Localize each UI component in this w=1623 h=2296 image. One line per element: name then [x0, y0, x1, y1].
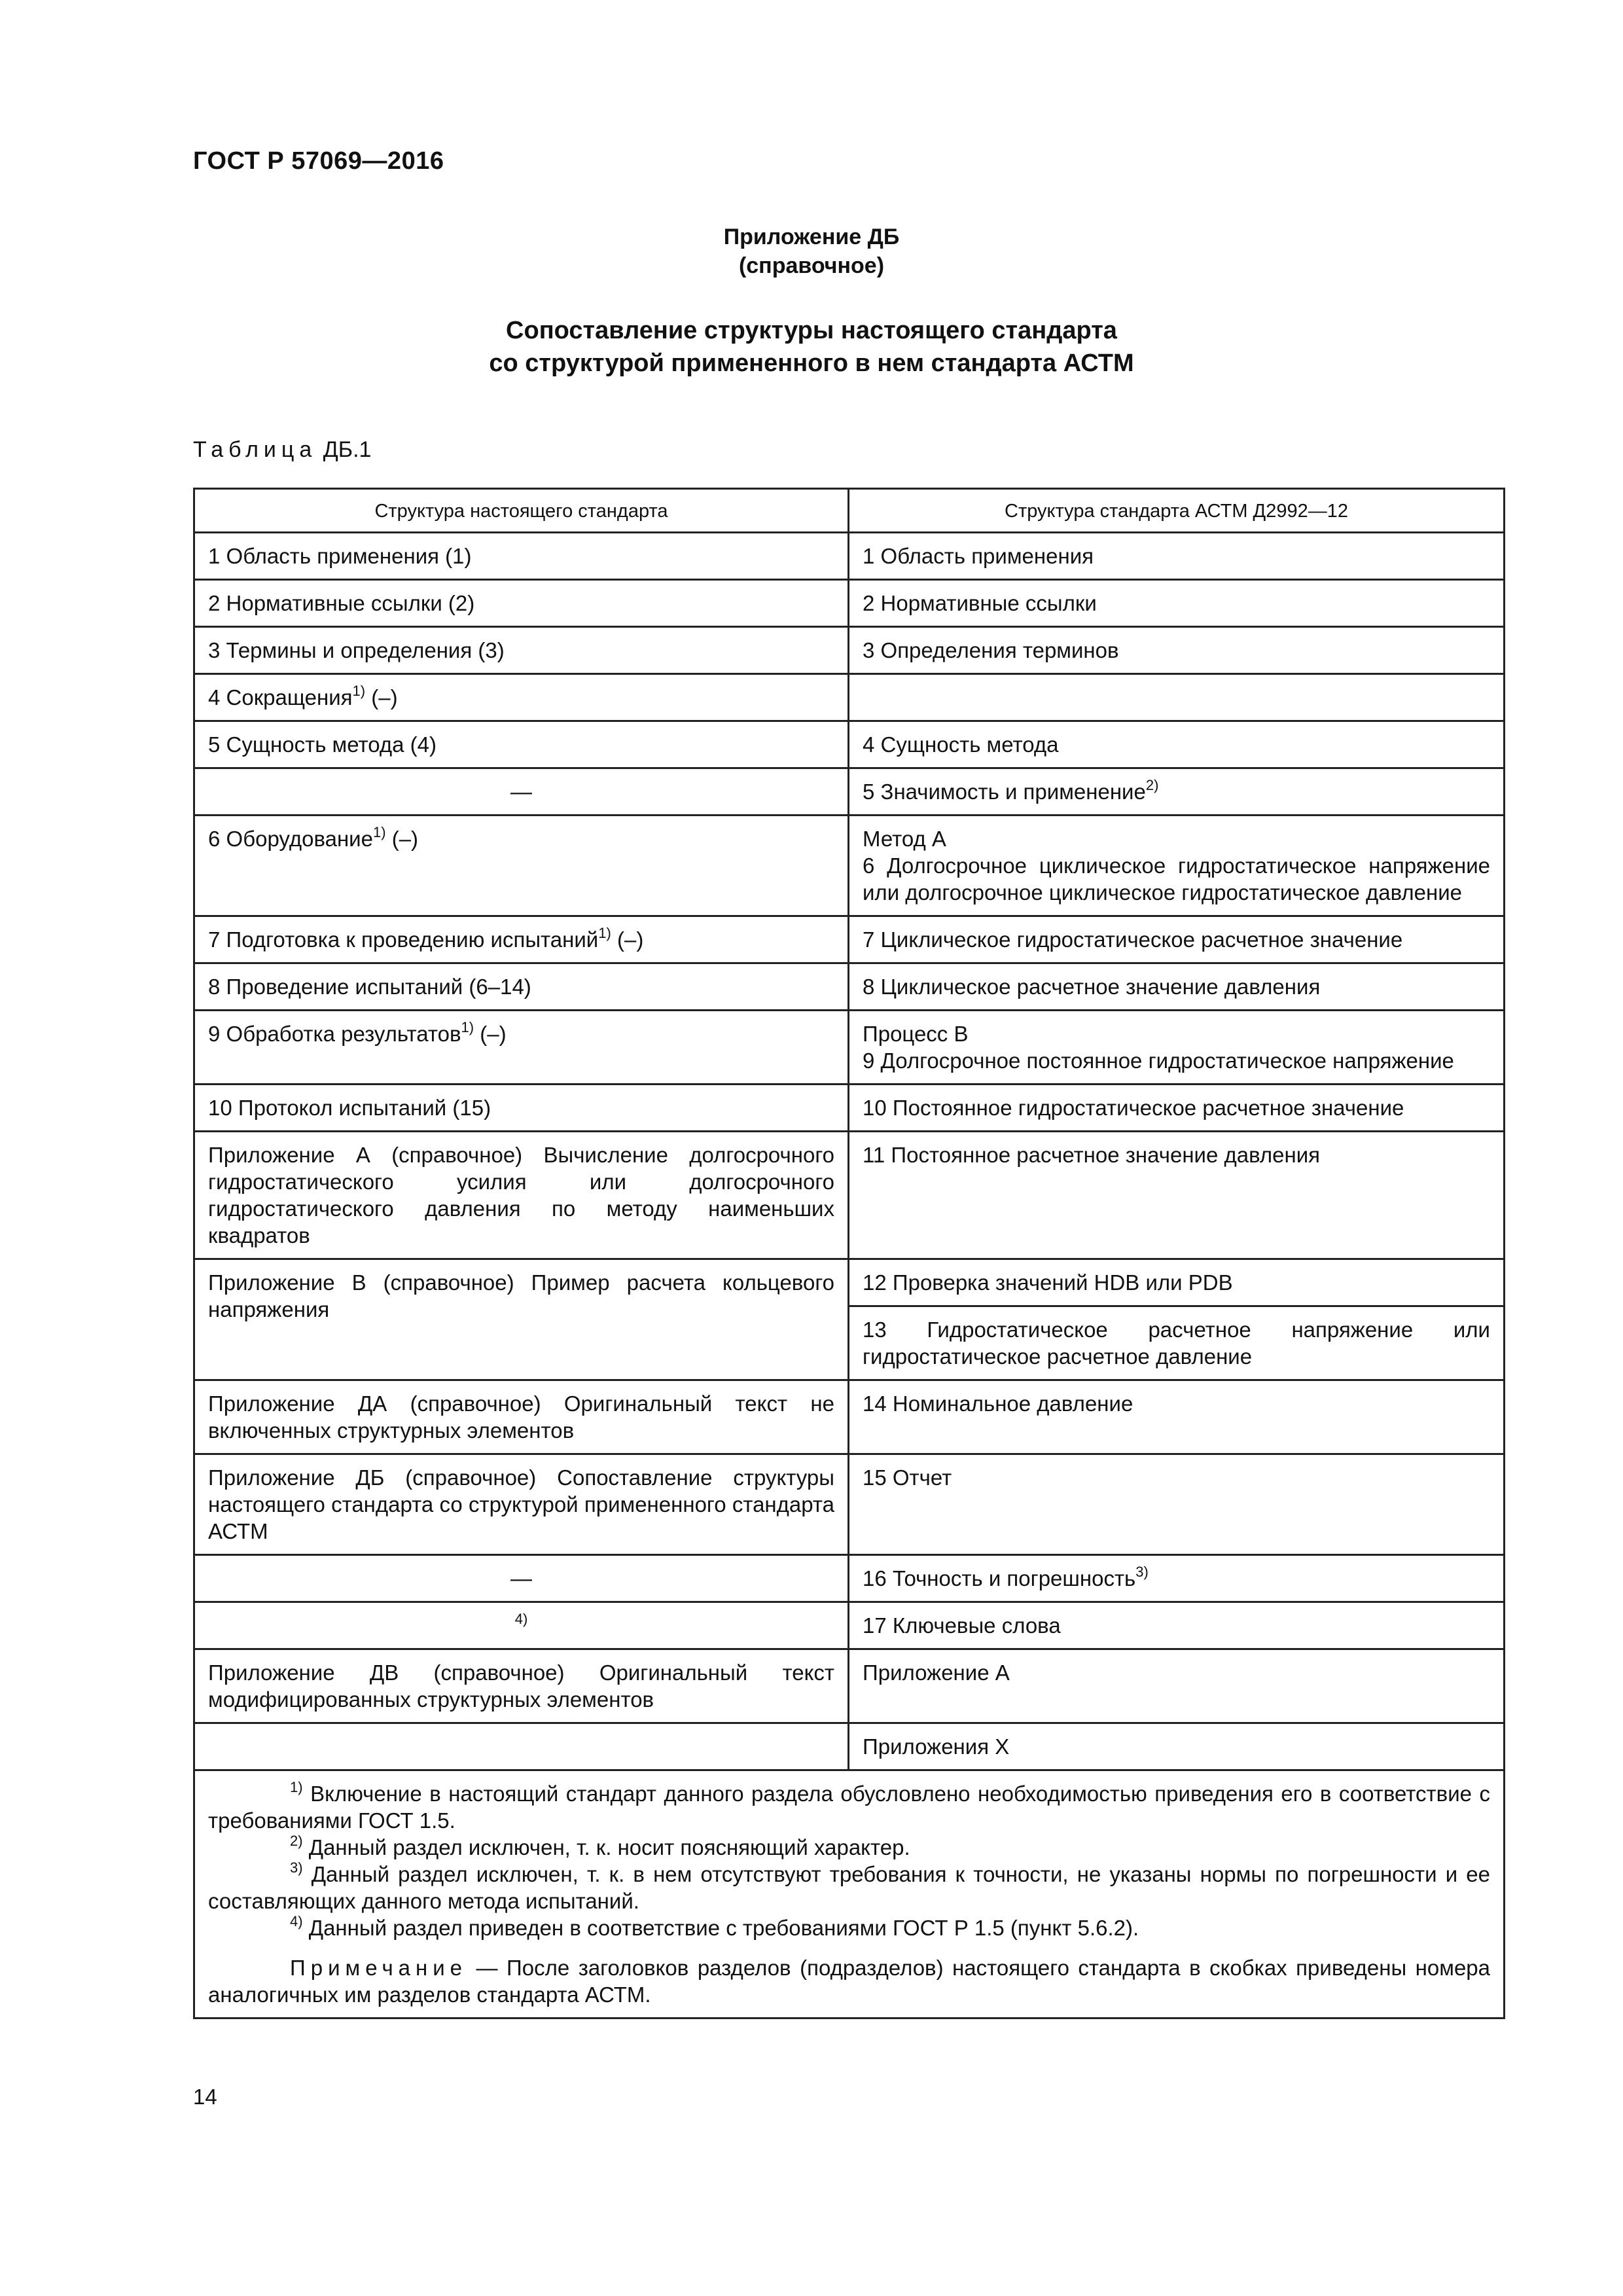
row-cell-left — [194, 674, 849, 721]
row-cell-text: 4 Сокращения — [208, 685, 353, 709]
row-cell-text: 7 Подготовка к проведению испытаний — [208, 927, 599, 952]
table-row — [194, 1555, 1505, 1602]
row-cell-right: 17 Ключевые слова — [849, 1602, 1505, 1649]
annex-title: Приложение ДБ — [723, 224, 900, 249]
row-cell-left — [194, 1011, 849, 1085]
row-cell-right — [849, 674, 1505, 721]
process-label: Процесс В — [863, 1022, 969, 1046]
note-label: Примечание — [290, 1956, 468, 1980]
footnote-mark: 1) — [290, 1779, 303, 1795]
table-header-row — [194, 489, 1505, 533]
row-cell-text: 9 Обработка результатов — [208, 1022, 461, 1046]
row-cell-right: Приложение А — [849, 1649, 1505, 1723]
table-row — [194, 1649, 1505, 1723]
row-cell-right: 14 Номинальное давление — [849, 1380, 1505, 1454]
row-cell-left-dash: — — [194, 1555, 849, 1602]
footnote-text: Включение в настоящий стандарт данного раздела обусловлено необходимостью приведения его в соответствие с требованиями ГОСТ 1.5. — [208, 1782, 1490, 1833]
table-row — [194, 1132, 1505, 1259]
row-cell-right: 1 Область применения — [849, 533, 1505, 580]
footnote-mark: 2) — [290, 1833, 303, 1849]
header-current-standard: Структура настоящего стандарта — [194, 489, 849, 533]
footnote-ref: 1) — [461, 1019, 474, 1035]
table-row — [194, 1602, 1505, 1649]
row-cell-right — [849, 1555, 1505, 1602]
row-cell-left — [194, 916, 849, 963]
table-caption-label: Таблица — [193, 437, 317, 462]
table-caption-number: ДБ.1 — [323, 437, 372, 462]
row-cell-tail: (–) — [611, 927, 644, 952]
row-cell-tail: (–) — [474, 1022, 507, 1046]
document-title-line-1: Сопоставление структуры настоящего стандарта — [506, 317, 1117, 344]
footnote — [208, 1861, 1490, 1914]
standard-code-header: ГОСТ Р 57069—2016 — [193, 147, 444, 175]
row-cell-right: 2 Нормативные ссылки — [849, 580, 1505, 627]
row-cell-right — [849, 816, 1505, 916]
footnote-text: Данный раздел исключен, т. к. в нем отсутствуют требования к точности, не указаны нормы по погрешности и ее составляющих данного метода испытаний. — [208, 1862, 1490, 1913]
row-cell-left: Приложение ДВ (справочное) Оригинальный текст модифицированных структурных элементов — [194, 1649, 849, 1723]
footnote-text: Данный раздел исключен, т. к. носит поясняющий характер. — [302, 1835, 910, 1859]
footnote-ref: 1) — [352, 683, 366, 699]
row-cell-right: 7 Циклическое гидростатическое расчетное значение — [849, 916, 1505, 963]
row-cell-right — [849, 1011, 1505, 1085]
row-cell-left: 1 Область применения (1) — [194, 533, 849, 580]
row-cell-tail: (–) — [365, 685, 398, 709]
footnote — [208, 1780, 1490, 1834]
footnotes-row — [194, 1770, 1505, 2018]
table-row — [194, 721, 1505, 768]
annex-status: (справочное) — [738, 253, 885, 278]
table-row — [194, 816, 1505, 916]
row-cell-left-dash: — — [194, 768, 849, 816]
row-cell-text: 16 Точность и погрешность — [863, 1566, 1136, 1590]
row-cell-text: 5 Значимость и применение — [863, 780, 1146, 804]
row-cell-right: Приложения Х — [849, 1723, 1505, 1770]
row-cell-right: 11 Постоянное расчетное значение давления — [849, 1132, 1505, 1259]
note-text: — После заголовков разделов (подразделов) настоящего стандарта в скобках приведены номера аналогичных им разделов стандарта АСТМ. — [208, 1956, 1490, 2007]
row-cell-left: Приложение А (справочное) Вычисление долгосрочного гидростатического усилия или долгосрочного гидростатического давления по методу наименьших квадратов — [194, 1132, 849, 1259]
row-cell-left: 3 Термины и определения (3) — [194, 627, 849, 674]
row-cell-right: 10 Постоянное гидростатическое расчетное значение — [849, 1085, 1505, 1132]
table-row — [194, 1723, 1505, 1770]
row-cell-right: 12 Проверка значений HDB или PDB — [849, 1259, 1505, 1306]
structure-comparison-table — [193, 488, 1505, 2019]
row-cell-left: 5 Сущность метода (4) — [194, 721, 849, 768]
table-row — [194, 1011, 1505, 1085]
row-cell-left: 8 Проведение испытаний (6–14) — [194, 963, 849, 1011]
table-row — [194, 674, 1505, 721]
table-row — [194, 916, 1505, 963]
page-number: 14 — [193, 2085, 217, 2109]
row-cell-left — [194, 1602, 849, 1649]
row-cell-right: 13 Гидростатическое расчетное напряжение или гидростатическое расчетное давление — [849, 1306, 1505, 1380]
table-caption — [193, 437, 371, 463]
method-label: Метод А — [863, 827, 946, 851]
annex-heading — [0, 223, 1623, 280]
table-row — [194, 1259, 1505, 1306]
row-cell-text: 6 Оборудование — [208, 827, 373, 851]
row-cell-right: 4 Сущность метода — [849, 721, 1505, 768]
footnote-ref: 1) — [372, 824, 386, 840]
footnote — [208, 1914, 1490, 1941]
footnote-mark: 3) — [290, 1859, 303, 1876]
footnote-ref: 3) — [1135, 1564, 1149, 1580]
table-row — [194, 963, 1505, 1011]
table-row — [194, 768, 1505, 816]
row-cell-right: 3 Определения терминов — [849, 627, 1505, 674]
footnote-mark: 4) — [290, 1913, 303, 1929]
row-cell-right — [849, 768, 1505, 816]
table-row — [194, 1085, 1505, 1132]
table-note — [208, 1954, 1490, 2008]
table-row — [194, 627, 1505, 674]
document-title — [0, 314, 1623, 380]
row-cell-left: 2 Нормативные ссылки (2) — [194, 580, 849, 627]
table-row — [194, 1380, 1505, 1454]
footnote — [208, 1834, 1490, 1861]
row-cell-left — [194, 1723, 849, 1770]
row-cell-right: 8 Циклическое расчетное значение давления — [849, 963, 1505, 1011]
row-cell-left: Приложение ДА (справочное) Оригинальный текст не включенных структурных элементов — [194, 1380, 849, 1454]
row-cell-left: 10 Протокол испытаний (15) — [194, 1085, 849, 1132]
table-row — [194, 580, 1505, 627]
table-row — [194, 533, 1505, 580]
header-astm-standard: Структура стандарта АСТМ Д2992—12 — [849, 489, 1505, 533]
row-cell-left: Приложение В (справочное) Пример расчета кольцевого напряжения — [194, 1259, 849, 1380]
row-cell-left: Приложение ДБ (справочное) Сопоставление структуры настоящего стандарта со структурой примененного стандарта АСТМ — [194, 1454, 849, 1555]
row-cell-left — [194, 816, 849, 916]
footnote-ref: 4) — [514, 1611, 528, 1627]
row-cell-right: 15 Отчет — [849, 1454, 1505, 1555]
row-cell-tail: (–) — [385, 827, 419, 851]
footnote-ref: 2) — [1145, 777, 1159, 793]
footnotes-cell — [194, 1770, 1505, 2018]
row-cell-text: 9 Долгосрочное постоянное гидростатическое напряжение — [863, 1049, 1454, 1073]
document-title-line-2: со структурой примененного в нем стандарта АСТМ — [489, 350, 1134, 377]
table-row — [194, 1454, 1505, 1555]
row-cell-text: 6 Долгосрочное циклическое гидростатическое напряжение или долгосрочное циклическое гидростатическое давление — [863, 853, 1490, 905]
footnote-text: Данный раздел приведен в соответствие с требованиями ГОСТ Р 1.5 (пункт 5.6.2). — [302, 1916, 1139, 1940]
footnote-ref: 1) — [598, 925, 611, 941]
